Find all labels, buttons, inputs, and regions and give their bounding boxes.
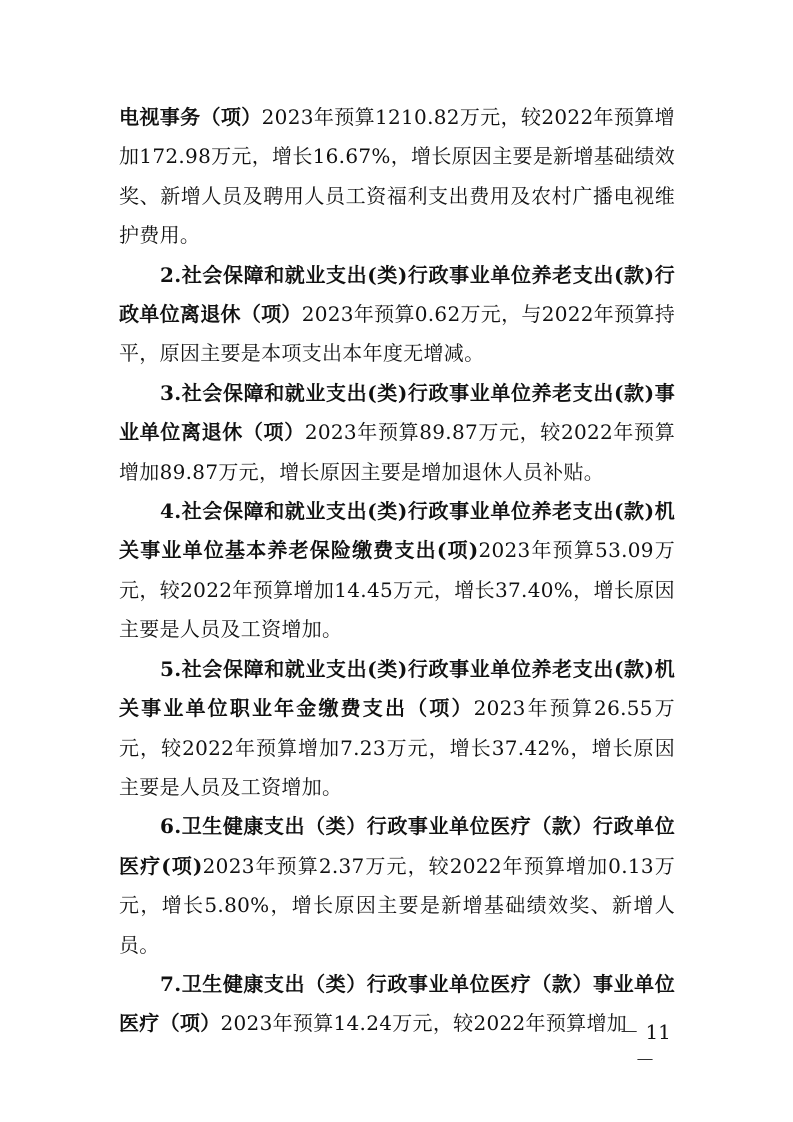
paragraph-7-body: 2023年预算14.24万元，较2022年预算增加 [220, 1011, 628, 1036]
paragraph-7 [119, 965, 675, 1044]
paragraph-3-heading: 3.社会保障和就业支出(类)行政事业单位养老支出(款)事业单位离退休（项） [119, 380, 675, 445]
paragraph-5 [119, 650, 675, 808]
paragraph-3-body: 2023年预算89.87万元，较2022年预算增加89.87万元，增长原因主要是增加退休人员补贴。 [119, 420, 676, 484]
paragraph-4-body: 2023年预算53.09万元，较2022年预算增加14.45万元，增长37.40%，增长原因主要是人员及工资增加。 [119, 538, 675, 642]
page-number: － 11 － [619, 1020, 671, 1072]
paragraph-2-heading: 2.社会保障和就业支出(类)行政事业单位养老支出(款)行政单位离退休（项） [119, 262, 675, 327]
paragraph-6-body: 2023年预算2.37万元，较2022年预算增加0.13万元，增长5.80%，增长原因主要是新增基础绩效奖、新增人员。 [119, 853, 675, 957]
paragraph-3 [119, 374, 675, 492]
paragraph-5-body: 2023年预算26.55万元，较2022年预算增加7.23万元，增长37.42%，增长原因主要是人员及工资增加。 [119, 696, 675, 799]
paragraph-2 [119, 256, 675, 374]
paragraph-2-body: 2023年预算0.62万元，与2022年预算持平，原因主要是本项支出本年度无增减。 [119, 302, 675, 366]
paragraph-6-heading: 6.卫生健康支出（类）行政事业单位医疗（款）行政单位医疗(项) [119, 814, 675, 878]
paragraph-1-body: 2023年预算1210.82万元，较2022年预算增加172.98万元，增长16.67%，增长原因主要是新增基础绩效奖、新增人员及聘用人员工资福利支出费用及农村广播电视维护费用。 [119, 105, 675, 248]
paragraph-6 [119, 807, 675, 965]
paragraph-1-heading: 电视事务（项） [119, 105, 262, 129]
paragraph-1 [119, 98, 675, 256]
document-body [119, 98, 675, 1044]
paragraph-4-heading: 4.社会保障和就业支出(类)行政事业单位养老支出(款)机关事业单位基本养老保险缴费支出(项) [119, 499, 675, 563]
paragraph-7-heading: 7.卫生健康支出（类）行政事业单位医疗（款）事业单位医疗（项） [119, 971, 675, 1036]
paragraph-4 [119, 492, 675, 650]
paragraph-5-heading: 5.社会保障和就业支出(类)行政事业单位养老支出(款)机关事业单位职业年金缴费支出（项） [119, 656, 675, 721]
